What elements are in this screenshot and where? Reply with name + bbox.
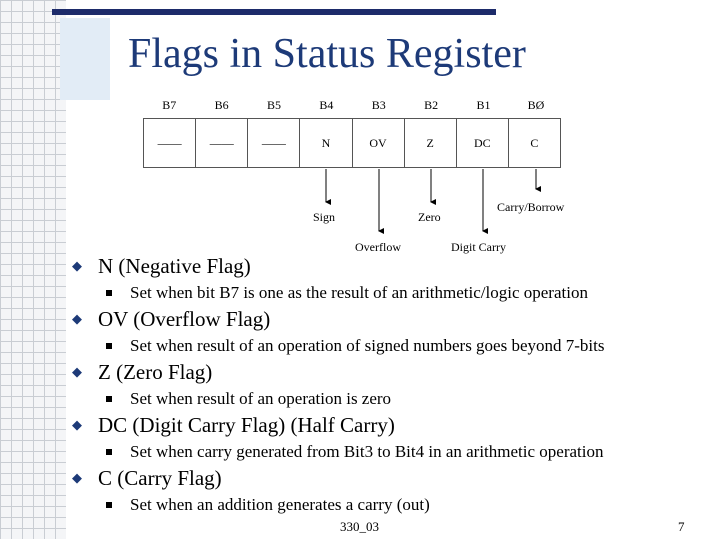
bullet-item [72,464,712,492]
bit-label: B2 [424,98,439,112]
footer-course: 330_03 [340,519,379,534]
square-bullet-icon [106,502,112,508]
bit-labels [143,98,562,118]
square-bullet-icon [106,343,112,349]
sign-label: Sign [313,210,336,224]
zero-label: Zero [418,210,441,224]
bullet-item [72,411,712,439]
bit-label: B1 [476,98,491,112]
diamond-bullet-icon: ◆ [72,364,82,379]
bullet-detail: Set when an addition generates a carry (out) [130,494,430,514]
register-cell: OV [353,119,405,167]
bit-label: B4 [319,98,334,112]
bullet-heading: C (Carry Flag) [98,465,222,490]
page-number: 7 [678,519,685,534]
sub-bullet-item [72,280,712,305]
square-bullet-icon [106,449,112,455]
bit-label: B7 [162,98,177,112]
register-cell: DC [457,119,509,167]
sub-bullet-item [72,333,712,358]
diamond-bullet-icon: ◆ [72,470,82,485]
digit-carry-label: Digit Carry [451,240,506,254]
bullet-list [72,252,712,517]
bit-label: BØ [527,98,545,112]
sub-bullet-item [72,492,712,517]
register-cell: Z [405,119,457,167]
bullet-heading: OV (Overflow Flag) [98,306,271,331]
overflow-label: Overflow [355,240,401,254]
bullet-item [72,305,712,333]
register-cell: N [300,119,352,167]
register-cell: —— [248,119,300,167]
bullet-detail: Set when result of an operation of signed numbers goes beyond 7-bits [130,335,605,355]
status-register-diagram [143,98,562,168]
bullet-detail: Set when carry generated from Bit3 to Bit4 in an arithmetic operation [130,441,604,461]
sub-bullet-item [72,386,712,411]
register-cell: C [530,135,539,150]
register-cell: —— [196,119,248,167]
diamond-bullet-icon: ◆ [72,258,82,273]
title-accent-block [60,18,110,100]
grid-pattern-decoration [0,0,66,539]
bullet-detail: Set when result of an operation is zero [130,388,392,408]
slide-title: Flags in Status Register [128,31,526,77]
bullet-detail: Set when bit B7 is one as the result of an arithmetic/logic operation [130,282,588,302]
bullet-heading: N (Negative Flag) [98,253,251,278]
bit-label: B5 [266,98,281,112]
bullet-item [72,358,712,386]
carry-borrow-label: Carry/Borrow [497,200,565,214]
register-cells [143,118,561,168]
register-cell: —— [144,119,196,167]
bit-label: B3 [371,98,386,112]
square-bullet-icon [106,290,112,296]
bit-label: B6 [214,98,229,112]
diamond-bullet-icon: ◆ [72,311,82,326]
sub-bullet-item [72,439,712,464]
bullet-heading: Z (Zero Flag) [98,359,213,384]
square-bullet-icon [106,396,112,402]
bullet-heading: DC (Digit Carry Flag) (Half Carry) [98,412,395,437]
diamond-bullet-icon: ◆ [72,417,82,432]
top-accent-bar [52,9,496,15]
bullet-item [72,252,712,280]
